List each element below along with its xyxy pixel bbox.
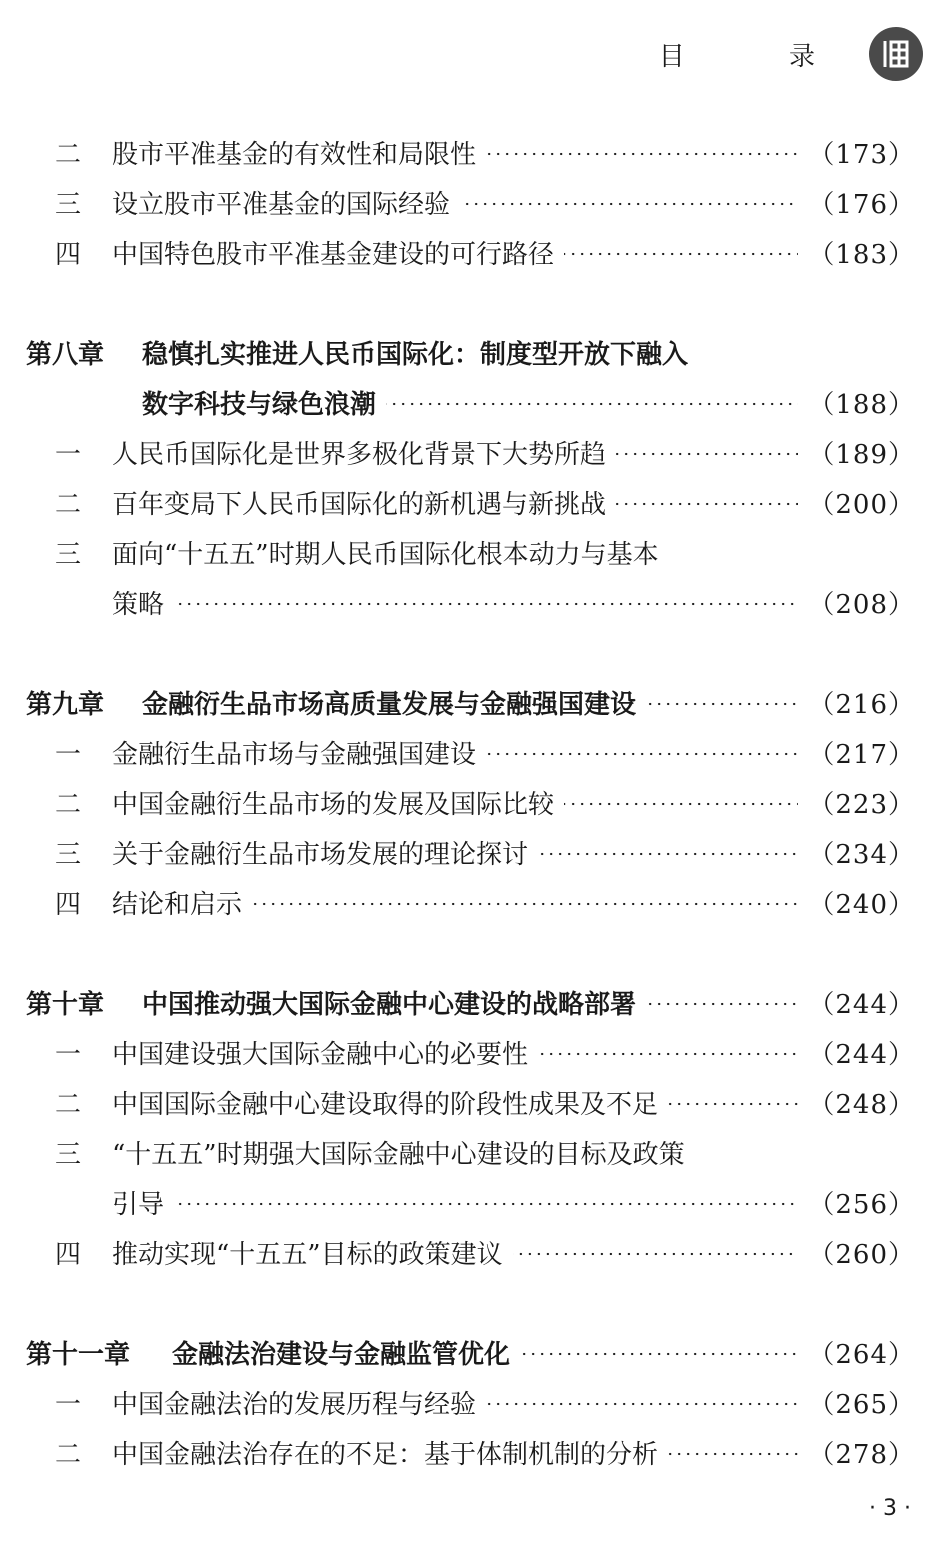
entry-page: （208） [808, 589, 915, 620]
entry-number: 二 [54, 489, 81, 520]
entry-title: 中国国际金融中心建设取得的阶段性成果及不足 [112, 1089, 659, 1120]
leader-dots [252, 902, 798, 906]
entry-number: 三 [54, 189, 81, 220]
entry-title: 结论和启示 [112, 889, 243, 920]
toc-entry [0, 1232, 947, 1272]
toc-entry [0, 782, 947, 822]
chapter-title: 中国推动强大国际金融中心建设的战略部署 [142, 989, 637, 1020]
toc-entry [0, 832, 947, 872]
toc-entry-continuation [0, 1182, 947, 1222]
entry-title: 中国金融法治的发展历程与经验 [112, 1389, 477, 1420]
toc-entry [0, 232, 947, 272]
entry-page: （244） [808, 1039, 915, 1070]
entry-page: （234） [808, 839, 915, 870]
chapter-number: 第十章 [26, 989, 105, 1020]
chapter-title: 稳慎扎实推进人民币国际化：制度型开放下融入 [142, 339, 689, 370]
entry-page: （248） [808, 1089, 915, 1120]
entry-page: （189） [808, 439, 915, 470]
toc-entry [0, 1432, 947, 1472]
entry-page: （183） [808, 239, 915, 270]
entry-page: （188） [808, 389, 915, 420]
entry-title: 百年变局下人民币国际化的新机遇与新挑战 [112, 489, 607, 520]
entry-number: 二 [54, 1439, 81, 1470]
leader-dots [460, 202, 798, 206]
entry-title: 引导 [112, 1189, 165, 1220]
entry-page: （256） [808, 1189, 915, 1220]
entry-title: 关于金融衍生品市场发展的理论探讨 [112, 839, 529, 870]
chapter-number: 第十一章 [26, 1339, 131, 1370]
leader-dots [616, 502, 798, 506]
entry-number: 二 [54, 1089, 81, 1120]
leader-dots [646, 1002, 798, 1006]
entry-number: 二 [54, 139, 81, 170]
entry-page: （264） [808, 1339, 915, 1370]
toc-entry [0, 532, 947, 572]
entry-number: 四 [54, 239, 81, 270]
entry-number: 三 [54, 539, 81, 570]
leader-dots [564, 252, 798, 256]
leader-dots [668, 1102, 798, 1106]
entry-page: （176） [808, 189, 915, 220]
toc-entry-continuation [0, 582, 947, 622]
chapter-number: 第九章 [26, 689, 105, 720]
entry-number: 二 [54, 789, 81, 820]
entry-page: （223） [808, 789, 915, 820]
entry-title: 推动实现“十五五”目标的政策建议 [112, 1239, 503, 1270]
leader-dots [486, 152, 798, 156]
entry-page: （260） [808, 1239, 915, 1270]
toc-entry [0, 1382, 947, 1422]
leader-dots [174, 1202, 798, 1206]
toc-chapter [0, 982, 947, 1022]
toc-chapter [0, 1332, 947, 1372]
entry-page: （216） [808, 689, 915, 720]
entry-number: 一 [54, 1039, 81, 1070]
entry-page: （217） [808, 739, 915, 770]
chapter-number: 第八章 [26, 339, 105, 370]
chapter-title: 金融法治建设与金融监管优化 [172, 1339, 511, 1370]
leader-dots [646, 702, 798, 706]
entry-number: 一 [54, 739, 81, 770]
toc-entry [0, 432, 947, 472]
entry-title: 中国建设强大国际金融中心的必要性 [112, 1039, 529, 1070]
leader-dots [520, 1352, 798, 1356]
entry-page: （244） [808, 989, 915, 1020]
toc-entry [0, 132, 947, 172]
leader-dots [538, 852, 798, 856]
entry-title: 中国金融衍生品市场的发展及国际比较 [112, 789, 555, 820]
entry-title: 中国特色股市平准基金建设的可行路径 [112, 239, 555, 270]
toc-chapter [0, 332, 947, 372]
entry-page: （265） [808, 1389, 915, 1420]
chapter-title: 金融衍生品市场高质量发展与金融强国建设 [142, 689, 637, 720]
entry-number: 四 [54, 889, 81, 920]
leader-dots [564, 802, 798, 806]
page-number: · 3 · [869, 1496, 911, 1521]
leader-dots [513, 1252, 799, 1256]
entry-title: 策略 [112, 589, 165, 620]
toc-entry [0, 182, 947, 222]
entry-number: 四 [54, 1239, 81, 1270]
leader-dots [174, 602, 798, 606]
leader-dots [668, 1452, 798, 1456]
header-title: 目 录 [658, 41, 863, 72]
leader-dots [616, 452, 798, 456]
leader-dots [486, 1402, 798, 1406]
chapter-title: 数字科技与绿色浪潮 [142, 389, 377, 420]
entry-page: （200） [808, 489, 915, 520]
entry-page: （240） [808, 889, 915, 920]
toc-entry [0, 1082, 947, 1122]
entry-title: 中国金融法治存在的不足：基于体制机制的分析 [112, 1439, 659, 1470]
entry-title: 金融衍生品市场与金融强国建设 [112, 739, 477, 770]
toc-entry [0, 882, 947, 922]
publisher-logo-icon [869, 27, 923, 81]
page-header [659, 26, 923, 82]
entry-page: （173） [808, 139, 915, 170]
entry-title: 股市平准基金的有效性和局限性 [112, 139, 477, 170]
entry-number: 一 [54, 1389, 81, 1420]
entry-number: 三 [54, 1139, 81, 1170]
leader-dots [538, 1052, 798, 1056]
toc-entry [0, 732, 947, 772]
leader-dots [386, 402, 798, 406]
toc-entry [0, 1132, 947, 1172]
entry-title: “十五五”时期强大国际金融中心建设的目标及政策 [112, 1139, 685, 1170]
entry-title: 人民币国际化是世界多极化背景下大势所趋 [112, 439, 607, 470]
entry-title: 设立股市平准基金的国际经验 [112, 189, 451, 220]
toc-entry [0, 1032, 947, 1072]
entry-number: 一 [54, 439, 81, 470]
toc-entry [0, 482, 947, 522]
entry-page: （278） [808, 1439, 915, 1470]
toc-chapter [0, 682, 947, 722]
entry-title: 面向“十五五”时期人民币国际化根本动力与基本 [112, 539, 659, 570]
entry-number: 三 [54, 839, 81, 870]
toc-chapter-continuation [0, 382, 947, 422]
leader-dots [486, 752, 798, 756]
